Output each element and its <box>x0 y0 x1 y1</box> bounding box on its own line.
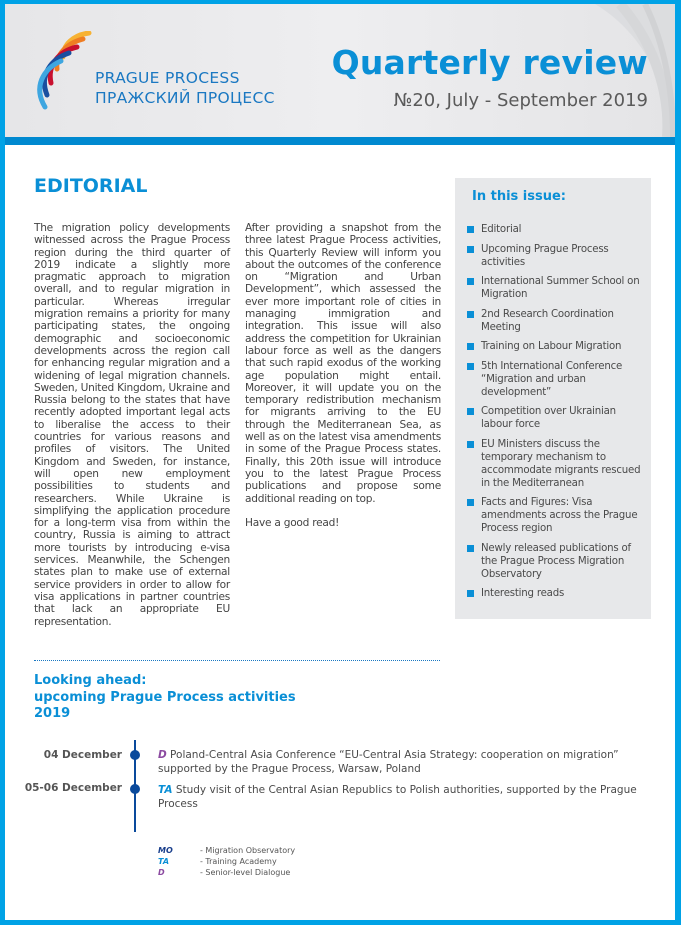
header-banner <box>5 4 675 137</box>
legend-abbr: TA <box>158 857 170 866</box>
contents-item-label: 5th International Conference “Migration and urban development” <box>481 360 623 398</box>
square-bullet-icon <box>467 226 474 233</box>
square-bullet-icon <box>467 246 474 253</box>
square-bullet-icon <box>467 343 474 350</box>
contents-item[interactable] <box>467 496 645 535</box>
square-bullet-icon <box>467 278 474 285</box>
legend-row <box>158 856 295 867</box>
contents-item-label: Upcoming Prague Process activities <box>481 243 609 268</box>
event-text: Study visit of the Central Asian Republics to Polish authorities, supported by the Prague Process <box>158 784 637 810</box>
header-stripe <box>5 137 675 145</box>
looking-ahead-heading <box>34 673 296 723</box>
contents-item-label: Training on Labour Migration <box>481 341 622 352</box>
contents-item[interactable] <box>467 360 645 399</box>
contents-item[interactable] <box>467 340 645 353</box>
contents-item[interactable] <box>467 438 645 490</box>
timeline-dot-icon <box>130 784 140 794</box>
contents-item[interactable] <box>467 275 645 301</box>
square-bullet-icon <box>467 545 474 552</box>
looking-ahead-heading-line: Looking ahead: <box>34 673 147 688</box>
square-bullet-icon <box>467 363 474 370</box>
event-text: Poland-Central Asia Conference “EU-Central Asia Strategy: cooperation on migration” supported by the Prague Process, Warsaw, Poland <box>158 749 619 775</box>
legend-label: - Migration Observatory <box>200 846 296 855</box>
legend-row <box>158 867 295 878</box>
contents-item[interactable] <box>467 308 645 334</box>
prague-process-logo-icon <box>33 31 93 111</box>
square-bullet-icon <box>467 499 474 506</box>
event-description <box>158 749 658 776</box>
editorial-paragraph: After providing a snapshot from the three latest Prague Process activities, this Quarterly Review will inform you about the outcomes of the conference on “Migration and Urban Development”, which assessed the ever more important role of cities in managing immigration and integration. This issue will also address the competition for Ukrainian labour force as well as the dangers that such rapid exodus of the working age population might entail. Moreover, it will update you on the temporary redistribution mechanism for migrants arriving to the EU through the Mediterranean Sea, as well as on the latest visa amendments in some of the Prague Process states. Finally, this 20th issue will introduce you to the latest Prague Process publications and propose some additional reading on top. <box>245 222 441 505</box>
editorial-column-1 <box>34 222 230 640</box>
legend-label: - Senior-level Dialogue <box>200 868 291 877</box>
editorial-paragraph: The migration policy developments witnessed across the Prague Process region during the third quarter of 2019 indicate a slightly more pragmatic approach to migration overall, and to regular migration in particular. Whereas irregular migration remains a priority for many participating states, the ongoing demographic and socioeconomic developments across the region call for enhancing regular migration and a widening of legal migration channels. Sweden, United Kingdom, Ukraine and Russia belong to the states that have recently adopted important legal acts to liberalise the access to their countries for various reasons and profiles of visitors. The United Kingdom and Sweden, for instance, will open new employment possibilities to students and researchers. While Ukraine is simplifying the application procedure for a long-term visa from within the country, Russia is aiming to attract more tourists by introducing e-visa services. Meanwhile, the Schengen states plan to make use of external service providers in order to allow for visa applications in partner countries that lack an appropriate EU representation. <box>34 222 230 628</box>
contents-item[interactable] <box>467 542 645 581</box>
contents-item-label: International Summer School on Migration <box>481 276 640 300</box>
contents-item[interactable] <box>467 587 645 600</box>
legend-abbr: MO <box>158 846 173 855</box>
looking-ahead-heading-line: upcoming Prague Process activities <box>34 689 296 705</box>
event-date: 05-06 December <box>24 782 122 794</box>
legend-label: - Training Academy <box>200 857 277 866</box>
contents-item[interactable] <box>467 405 645 431</box>
legend-abbr: D <box>158 868 165 877</box>
contents-item-label: 2nd Research Coordination Meeting <box>481 308 614 333</box>
contents-list <box>467 223 645 607</box>
square-bullet-icon <box>467 311 474 318</box>
contents-item-label: Facts and Figures: Visa amendments across the Prague Process region <box>481 497 638 534</box>
event-date: 04 December <box>43 749 122 761</box>
looking-ahead-year: 2019 <box>34 706 71 721</box>
editorial-heading: EDITORIAL <box>34 175 148 197</box>
logo-line-latin: PRAGUE PROCESS <box>95 69 240 87</box>
issue-info: №20, July - September 2019 <box>393 90 648 111</box>
event-description <box>158 784 658 811</box>
contents-item-label: Interesting reads <box>481 588 565 599</box>
logo-text <box>95 68 275 108</box>
publication-title: Quarterly review <box>331 43 648 82</box>
abbreviation-legend <box>158 845 295 878</box>
editorial-column-2 <box>245 222 441 541</box>
logo-line-cyrillic: ПРАЖСКИЙ ПРОЦЕСС <box>95 89 275 107</box>
in-this-issue-box <box>455 178 651 619</box>
square-bullet-icon <box>467 590 474 597</box>
event-tag: D <box>158 749 167 761</box>
section-divider <box>34 660 440 661</box>
contents-item-label: EU Ministers discuss the temporary mechanism to accommodate migrants rescued in the Mediterranean <box>481 438 641 489</box>
event-tag: TA <box>158 784 173 796</box>
square-bullet-icon <box>467 408 474 415</box>
contents-item-label: Newly released publications of the Prague Process Migration Observatory <box>481 542 631 580</box>
editorial-closing: Have a good read! <box>245 516 340 529</box>
square-bullet-icon <box>467 441 474 448</box>
legend-row <box>158 845 295 856</box>
contents-item-label: Editorial <box>481 224 522 235</box>
contents-item[interactable] <box>467 243 645 269</box>
in-this-issue-title: In this issue: <box>472 189 567 204</box>
contents-item[interactable] <box>467 223 645 236</box>
timeline-dot-icon <box>130 750 140 760</box>
contents-item-label: Competition over Ukrainian labour force <box>481 406 616 430</box>
